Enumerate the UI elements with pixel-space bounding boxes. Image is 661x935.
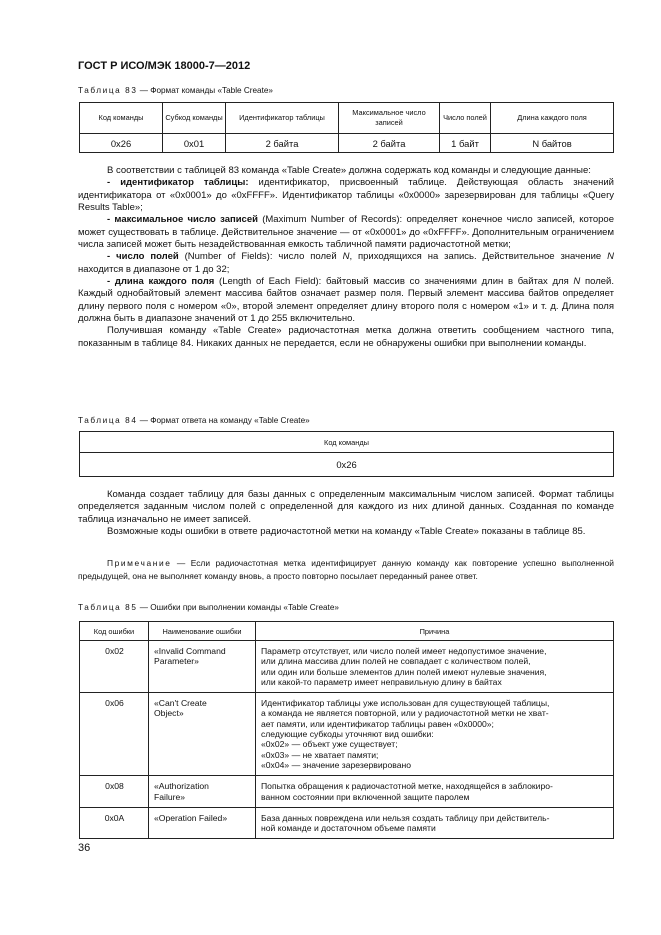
table84-value-cell: 0x26 bbox=[80, 453, 614, 477]
table83-value-cell: 0x01 bbox=[163, 134, 226, 153]
variable: N bbox=[607, 251, 614, 263]
error-name-line: «Authorization bbox=[154, 781, 209, 792]
error-name bbox=[149, 807, 256, 839]
error-code: 0x02 bbox=[80, 641, 149, 693]
error-reason bbox=[256, 776, 614, 808]
error-reason bbox=[256, 807, 614, 839]
error-reason bbox=[256, 641, 614, 693]
reason-line: «0x03» — не хватает памяти; bbox=[261, 749, 379, 760]
reason-line: следующие субкоды уточняют вид ошибки: bbox=[261, 729, 434, 740]
error-name bbox=[149, 776, 256, 808]
error-name-line: Parameter» bbox=[154, 656, 199, 667]
document-header: ГОСТ Р ИСО/МЭК 18000-7—2012 bbox=[78, 60, 251, 72]
term-text: (Length of Each Field): байтовый массив со значениями длин в байтах для bbox=[214, 276, 574, 288]
term: - идентификатор таблицы: bbox=[107, 177, 249, 189]
table-84 bbox=[79, 431, 614, 477]
table83-caption bbox=[78, 86, 273, 95]
table83-header-row bbox=[80, 103, 614, 134]
table83-value-cell: 1 байт bbox=[440, 134, 491, 153]
table83-header-cell: Субкод команды bbox=[163, 103, 226, 134]
table83-header-cell: Максимальное число записей bbox=[339, 103, 440, 134]
term-text: , приходящихся на запись. Действительное значение bbox=[349, 251, 608, 263]
table85-header-cell: Код ошибки bbox=[80, 622, 149, 641]
note-text: — Если радиочастотная метка идентифицирует данную команду как повторение успешно выполненной предыдущей, она не выполняет команду вновь, а просто повторно посылает переданный ранее ответ. bbox=[78, 558, 614, 581]
table83-title: — Формат команды «Table Create» bbox=[139, 86, 273, 95]
table-row bbox=[80, 641, 614, 693]
table84-header-row bbox=[80, 432, 614, 453]
error-name-line: Object» bbox=[154, 708, 184, 719]
reason-line: или длина массива длин полей не совпадает с количеством полей, bbox=[261, 656, 531, 667]
term-text: идентификатор, присвоенный таблице. Действующая область значений идентификатора от «0x0001» до «0xFFFF». Идентификатор таблицы «0x0000» зарезервирован для таблицы «Query Results Table»; bbox=[78, 177, 614, 214]
list-item bbox=[78, 251, 614, 276]
term-text: находится в диапазоне от 1 до 32; bbox=[78, 263, 230, 275]
reason-line: или один или больше элементов длин полей имеют нулевые значения, bbox=[261, 666, 547, 677]
term-text: полей. Каждый однобайтовый элемент массива байтов означает размер поля. Первый элемент массива байтов определяет длину первого поля с номером «0», второй элемент определяет длину второго поля с номером «1» и т. д. Длина поля должна быть в диапазоне значений от 1 до 255 включительно. bbox=[78, 276, 614, 325]
paragraph: В соответствии с таблицей 83 команда «Table Create» должна содержать код команды и следующие данные: bbox=[107, 165, 591, 176]
reason-line: Попытка обращения к радиочастотной метке, находящейся в заблокиро- bbox=[261, 781, 553, 792]
reason-line: ванном состоянии при включенной защите паролем bbox=[261, 791, 470, 802]
reason-line: База данных повреждена или нельзя создать таблицу при действитель- bbox=[261, 812, 550, 823]
table85-header-cell: Причина bbox=[256, 622, 614, 641]
variable: N bbox=[342, 251, 350, 263]
body-section-1 bbox=[78, 165, 614, 350]
error-reason bbox=[256, 693, 614, 776]
error-code: 0x06 bbox=[80, 693, 149, 776]
term: - максимальное число записей bbox=[107, 214, 258, 226]
page-number: 36 bbox=[78, 842, 91, 854]
table83-value-row bbox=[80, 134, 614, 153]
reason-line: «0x04» — значение зарезервировано bbox=[261, 759, 411, 770]
table83-value-cell: 2 байта bbox=[226, 134, 339, 153]
reason-line: ает памяти, или идентификатор таблицы равен «0x0000»; bbox=[261, 718, 494, 729]
table83-header-cell: Идентификатор таблицы bbox=[226, 103, 339, 134]
note bbox=[78, 557, 614, 583]
reason-line: Идентификатор таблицы уже использован для существующей таблицы, bbox=[261, 698, 550, 709]
list-item bbox=[78, 276, 614, 325]
reason-line: ной команде и достаточном объеме памяти bbox=[261, 823, 436, 834]
table84-value-row bbox=[80, 453, 614, 477]
reason-line: а команда не является повторной, или у радиочастотной метки не хват- bbox=[261, 708, 549, 719]
reason-line: или какой-то параметр имеет неправильную длину в байтах bbox=[261, 676, 502, 687]
paragraph: Получившая команду «Table Create» радиочастотная метка должна ответить сообщением частного типа, показанным в таблице 84. Никаких данных не передается, если не обнаружены ошибки при выполнении команды. bbox=[78, 325, 614, 349]
table83-label: Таблица 83 bbox=[78, 86, 138, 95]
table83-header-cell: Длина каждого поля bbox=[491, 103, 614, 134]
table85-label: Таблица 85 bbox=[78, 603, 138, 612]
reason-line: «0x02» — объект уже существует; bbox=[261, 739, 398, 750]
table85-caption bbox=[78, 603, 339, 612]
table84-label: Таблица 84 bbox=[78, 416, 138, 425]
table85-header-row bbox=[80, 622, 614, 641]
table-row bbox=[80, 776, 614, 808]
table83-value-cell: N байтов bbox=[491, 134, 614, 153]
table83-header-cell: Число полей bbox=[440, 103, 491, 134]
error-name bbox=[149, 641, 256, 693]
term-text: (Number of Fields): число полей bbox=[178, 251, 343, 263]
term: - длина каждого поля bbox=[107, 276, 215, 288]
table84-header-cell: Код команды bbox=[80, 432, 614, 453]
error-code: 0x0A bbox=[80, 807, 149, 839]
table84-title: — Формат ответа на команду «Table Create» bbox=[139, 416, 310, 425]
table83-header-cell: Код команды bbox=[80, 103, 163, 134]
term: - число полей bbox=[107, 251, 179, 263]
table-85 bbox=[79, 621, 614, 839]
table-row bbox=[80, 693, 614, 776]
variable: N bbox=[573, 276, 581, 288]
table85-header-cell: Наименование ошибки bbox=[149, 622, 256, 641]
term-text: (Maximum Number of Records): определяет конечное число записей, которое может существовать в таблице. Действительное значение — от «0x0001» до «0xFFFF». Дополнительным ограничением числа записей может быть незадействованная емкость табличной памяти радиочастотной метки; bbox=[78, 214, 615, 251]
note-label: Примечание bbox=[107, 558, 172, 568]
error-name-line: «Operation Failed» bbox=[154, 812, 228, 823]
error-name bbox=[149, 693, 256, 776]
list-item bbox=[78, 177, 614, 214]
reason-line: Параметр отсутствует, или число полей имеет недопустимое значение, bbox=[261, 646, 547, 656]
table83-value-cell: 0x26 bbox=[80, 134, 163, 153]
table84-caption bbox=[78, 416, 310, 425]
error-name-line: «Invalid Command bbox=[154, 646, 226, 656]
table85-title: — Ошибки при выполнении команды «Table Create» bbox=[139, 603, 339, 612]
error-name-line: Failure» bbox=[154, 791, 186, 802]
error-code: 0x08 bbox=[80, 776, 149, 808]
error-name-line: «Can't Create bbox=[154, 698, 207, 709]
table83-value-cell: 2 байта bbox=[339, 134, 440, 153]
list-item bbox=[78, 214, 614, 251]
table-row bbox=[80, 807, 614, 839]
paragraph: Возможные коды ошибки в ответе радиочастотной метки на команду «Table Create» показаны в таблице 85. bbox=[107, 526, 586, 538]
paragraph: Команда создает таблицу для базы данных с определенным максимальным числом записей. Формат таблицы определяется заданным числом полей с определенной для каждого из них длиной данных. Созданная по команде таблица изначально не имеет записей. bbox=[78, 489, 614, 525]
body-section-2 bbox=[78, 489, 614, 538]
table-83 bbox=[79, 102, 614, 153]
